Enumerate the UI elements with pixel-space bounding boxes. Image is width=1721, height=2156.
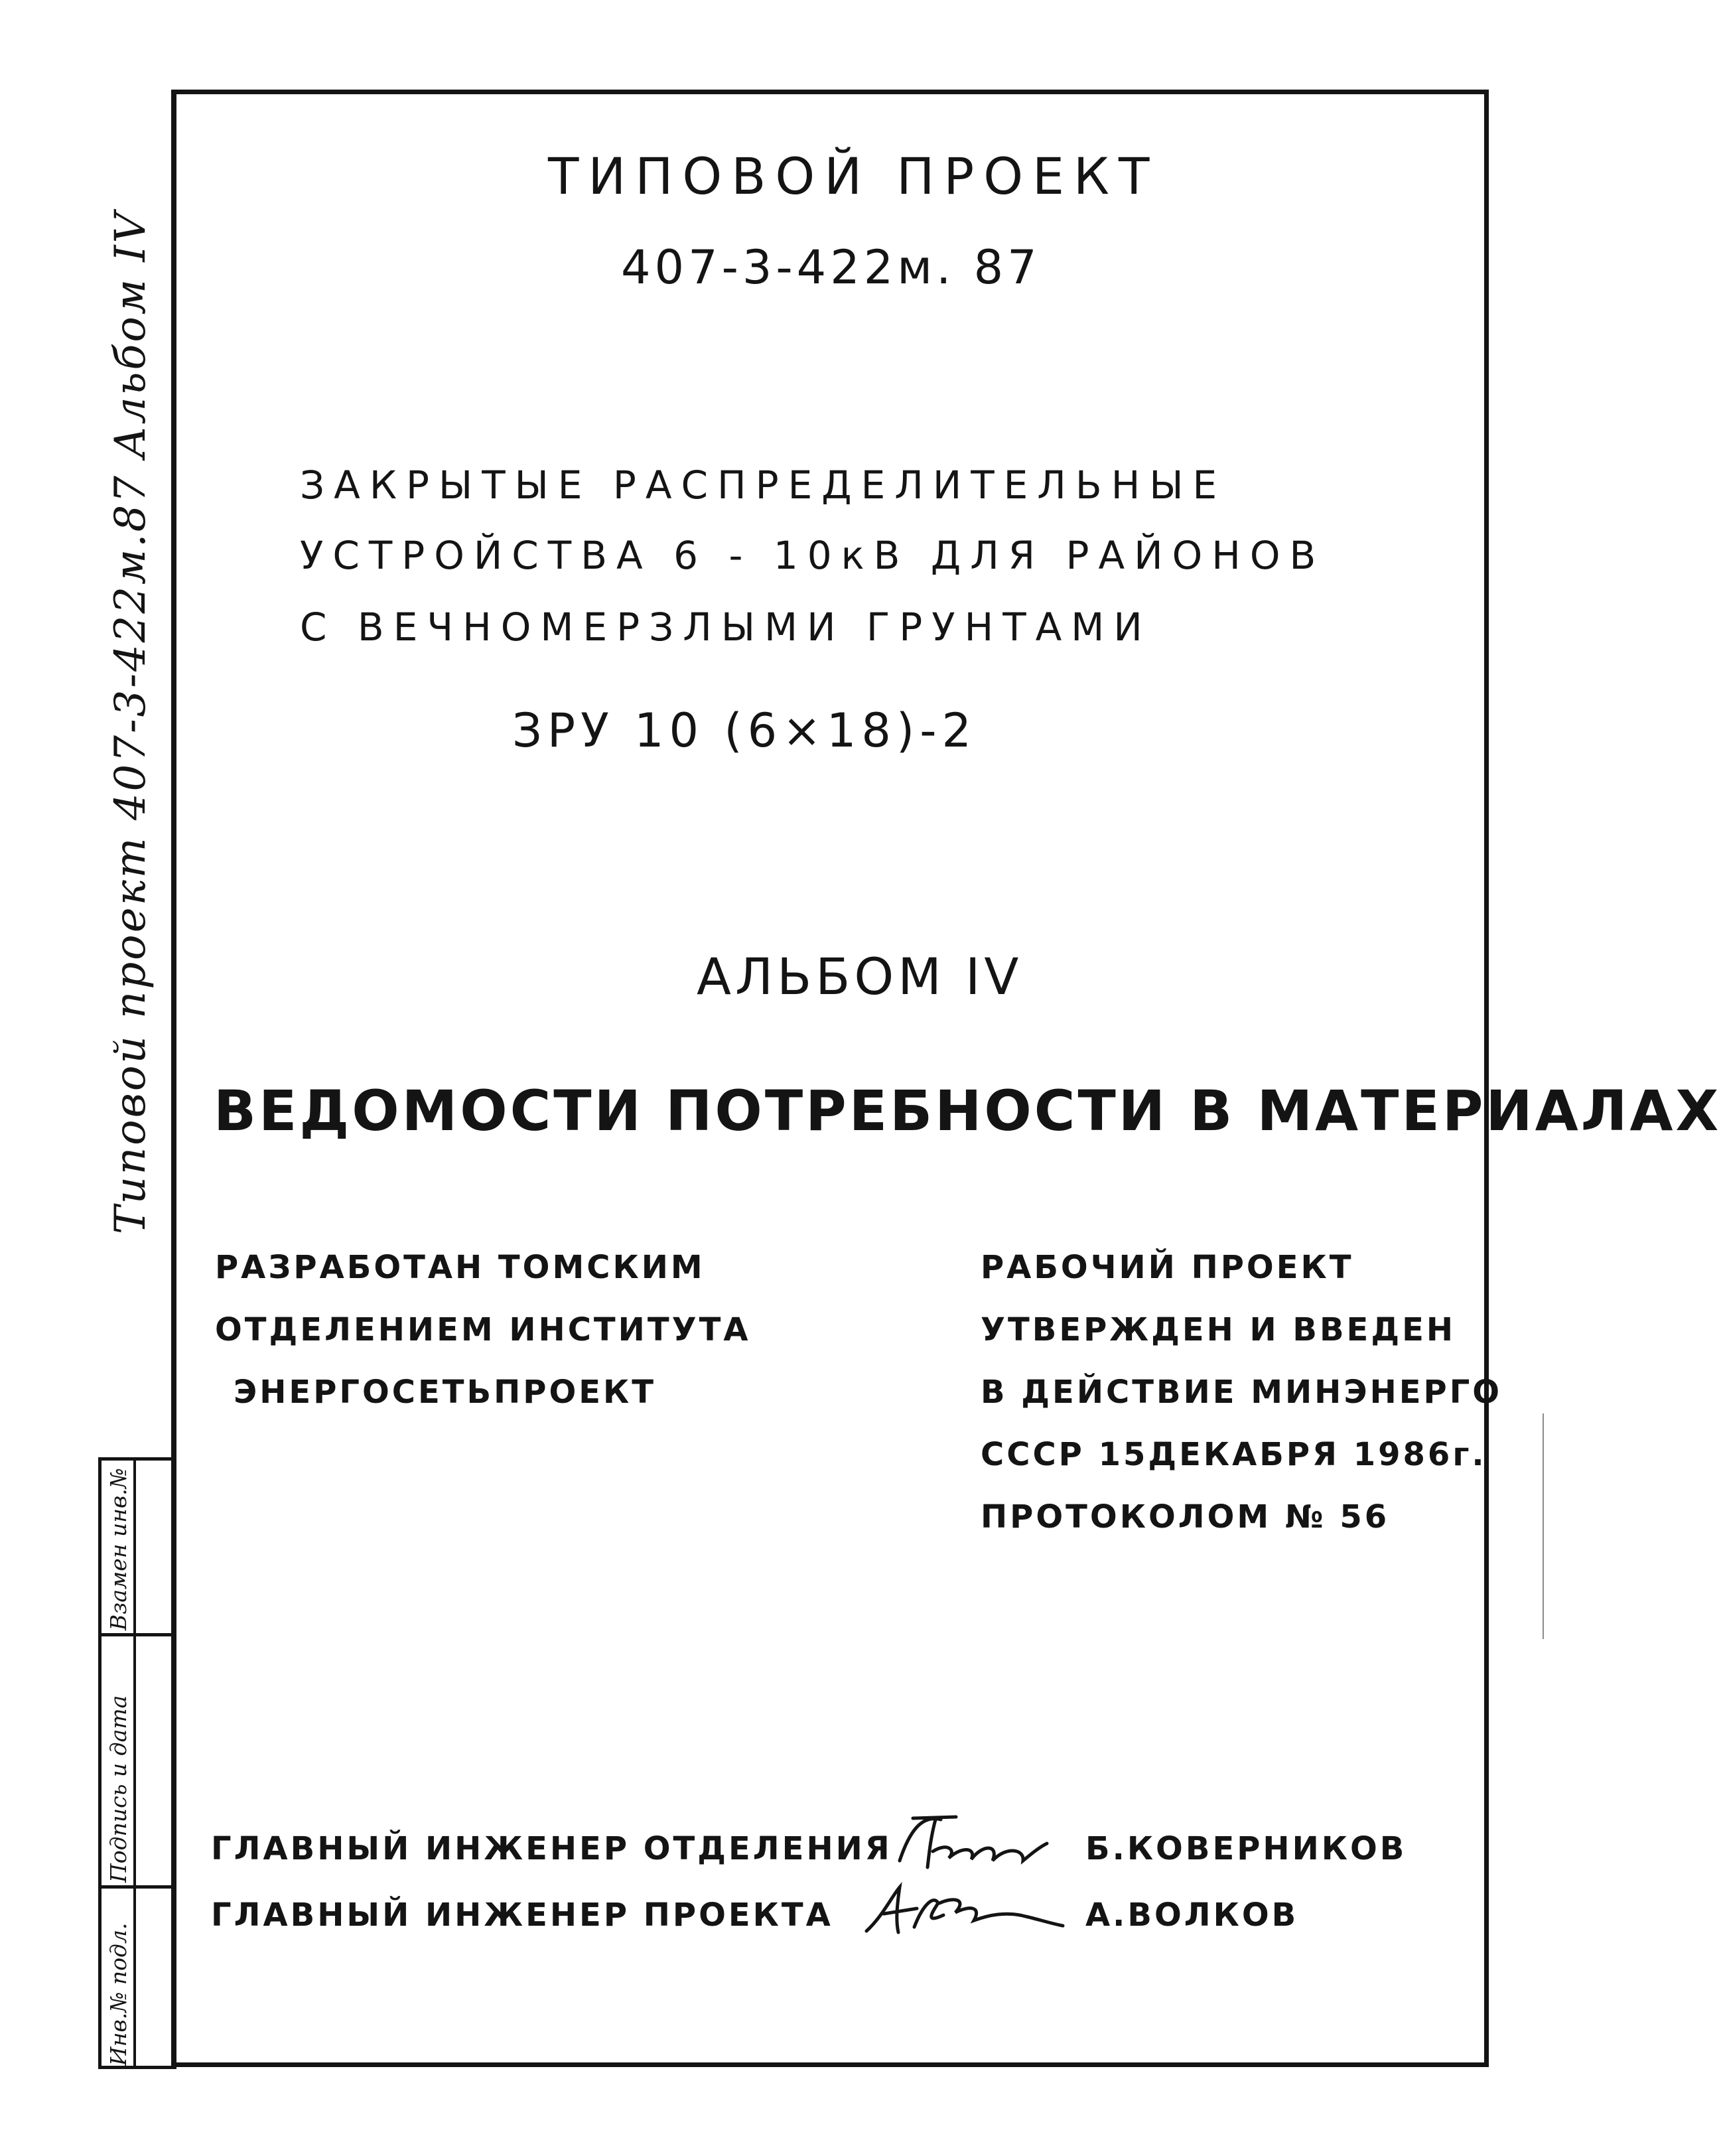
description-line-3: С ВЕЧНОМЕРЗЛЫМИ ГРУНТАМИ xyxy=(300,605,1152,650)
stamp-divider xyxy=(102,1885,173,1889)
developer-line-3: ЭНЕРГОСЕТЬПРОЕКТ xyxy=(234,1374,657,1411)
approval-line-5: ПРОТОКОЛОМ № 56 xyxy=(981,1498,1390,1536)
album-title: ВЕДОМОСТИ ПОТРЕБНОСТИ В МАТЕРИАЛАХ xyxy=(214,1078,1721,1143)
stamp-divider xyxy=(102,1633,173,1636)
album-label: АЛЬБОМ IV xyxy=(697,947,1023,1006)
stamp-inv-orig-label: Инв.№ подл. xyxy=(105,1922,131,2066)
developer-line-1: РАЗРАБОТАН ТОМСКИМ xyxy=(215,1249,705,1286)
project-chief-signature xyxy=(856,1877,1075,1950)
stamp-vertical-line xyxy=(133,1461,136,2066)
equipment-code: ЗРУ 10 (6×18)-2 xyxy=(512,703,977,758)
approval-line-4: СССР 15ДЕКАБРЯ 1986г. xyxy=(981,1436,1487,1473)
side-title: Типовой проект 407-3-422м.87 Альбом IV xyxy=(106,210,155,1234)
project-type-title: ТИПОВОЙ ПРОЕКТ xyxy=(548,147,1159,206)
stamp-sign-date-label: Подпись и дата xyxy=(105,1695,131,1883)
approval-line-3: В ДЕЙСТВИЕ МИНЭНЕРГО xyxy=(981,1374,1503,1411)
stamp-column xyxy=(98,1457,176,2069)
description-line-1: ЗАКРЫТЫЕ РАСПРЕДЕЛИТЕЛЬНЫЕ xyxy=(300,463,1227,508)
project-number: 407-3-422м. 87 xyxy=(621,240,1041,295)
right-edge-mark xyxy=(1543,1413,1544,1639)
dept-chief-engineer-name: Б.КОВЕРНИКОВ xyxy=(1085,1830,1407,1867)
dept-chief-signature xyxy=(893,1805,1059,1878)
stamp-replaced-inv-label: Взамен инв.№ xyxy=(105,1468,131,1630)
dept-chief-engineer-role: ГЛАВНЫЙ ИНЖЕНЕР ОТДЕЛЕНИЯ xyxy=(211,1830,892,1867)
approval-line-1: РАБОЧИЙ ПРОЕКТ xyxy=(981,1249,1354,1286)
project-chief-engineer-role: ГЛАВНЫЙ ИНЖЕНЕР ПРОЕКТА xyxy=(211,1897,833,1934)
description-line-2: УСТРОЙСТВА 6 - 10кВ ДЛЯ РАЙОНОВ xyxy=(300,533,1326,578)
developer-line-2: ОТДЕЛЕНИЕМ ИНСТИТУТА xyxy=(215,1311,751,1348)
project-chief-engineer-name: А.ВОЛКОВ xyxy=(1085,1897,1299,1934)
approval-line-2: УТВЕРЖДЕН И ВВЕДЕН xyxy=(981,1311,1456,1348)
